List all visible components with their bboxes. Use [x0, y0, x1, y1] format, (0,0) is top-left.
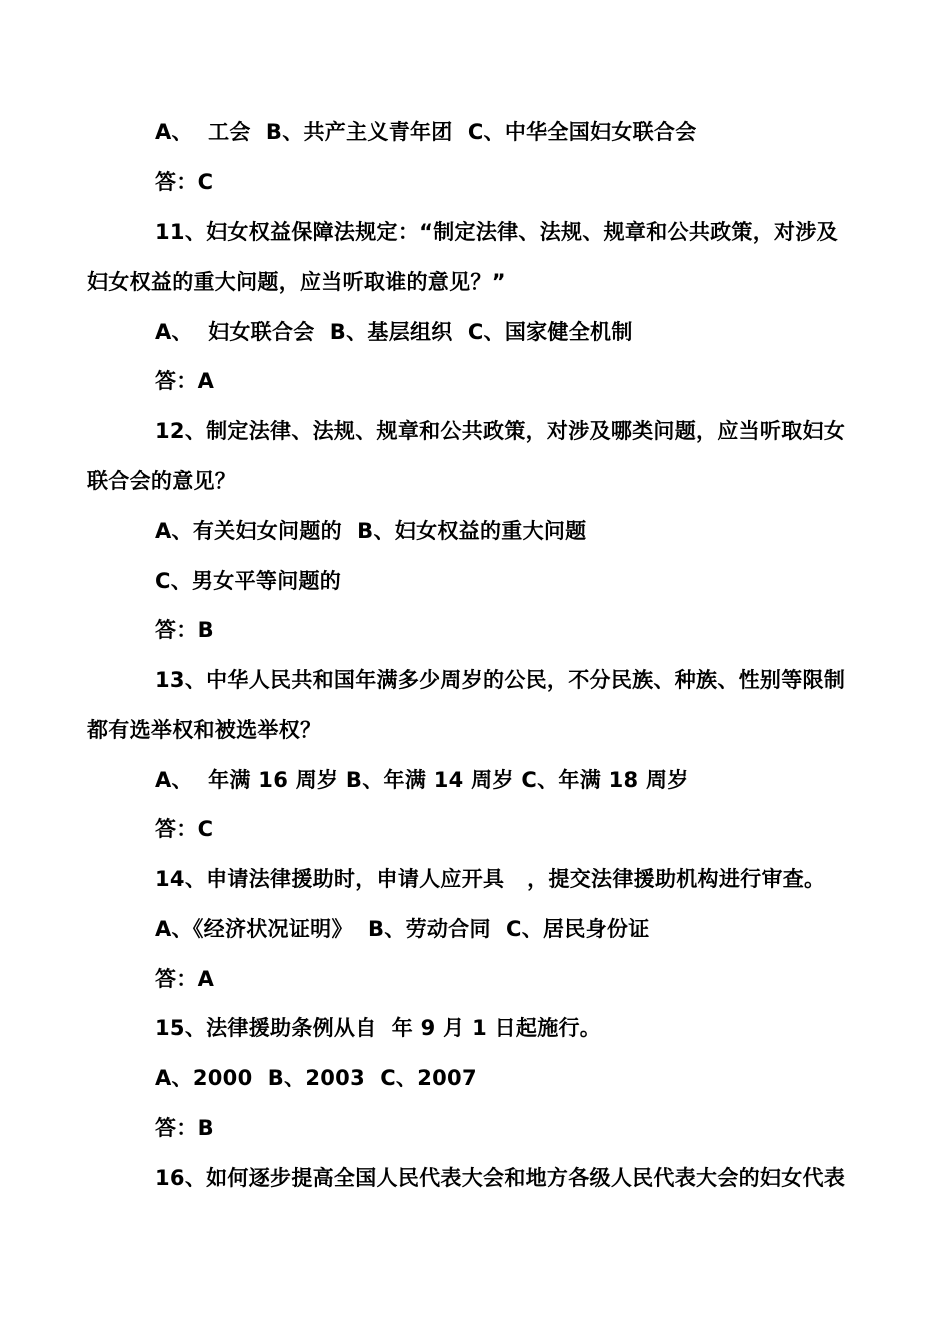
q10-options: A、 工会 B、共产主义青年团 C、中华全国妇女联合会: [155, 120, 697, 144]
q14-question: 14、申请法律援助时，申请人应开具 ，提交法律援助机构进行审查。: [155, 867, 826, 891]
q15-question: 15、法律援助条例从自 年 9 月 1 日起施行。: [155, 1016, 602, 1040]
q11-answer: 答：A: [155, 369, 215, 393]
q11-question-line1: 11、妇女权益保障法规定：“制定法律、法规、规章和公共政策，对涉及: [155, 220, 838, 244]
q16-question-line1: 16、如何逐步提高全国人民代表大会和地方各级人民代表大会的妇女代表: [155, 1166, 846, 1190]
q14-options: A、《经济状况证明》 B、劳动合同 C、居民身份证: [155, 917, 650, 941]
q11-options: A、 妇女联合会 B、基层组织 C、国家健全机制: [155, 320, 633, 344]
q15-answer: 答：B: [155, 1116, 214, 1140]
q13-options: A、 年满 16 周岁 B、年满 14 周岁 C、年满 18 周岁: [155, 768, 689, 792]
q15-options: A、2000 B、2003 C、2007: [155, 1066, 477, 1090]
q12-question-line2: 联合会的意见？: [87, 469, 237, 493]
q13-answer: 答：C: [155, 817, 214, 841]
q14-answer: 答：A: [155, 967, 215, 991]
q12-options-line2: C、男女平等问题的: [155, 569, 342, 593]
q12-question-line1: 12、制定法律、法规、规章和公共政策，对涉及哪类问题，应当听取妇女: [155, 419, 846, 443]
q12-options-line1: A、有关妇女问题的 B、妇女权益的重大问题: [155, 519, 587, 543]
q10-answer: 答：C: [155, 170, 214, 194]
q13-question-line2: 都有选举权和被选举权？: [87, 718, 322, 742]
q13-question-line1: 13、中华人民共和国年满多少周岁的公民，不分民族、种族、性别等限制: [155, 668, 846, 692]
q11-question-line2: 妇女权益的重大问题，应当听取谁的意见？”: [87, 270, 506, 294]
q12-answer: 答：B: [155, 618, 214, 642]
